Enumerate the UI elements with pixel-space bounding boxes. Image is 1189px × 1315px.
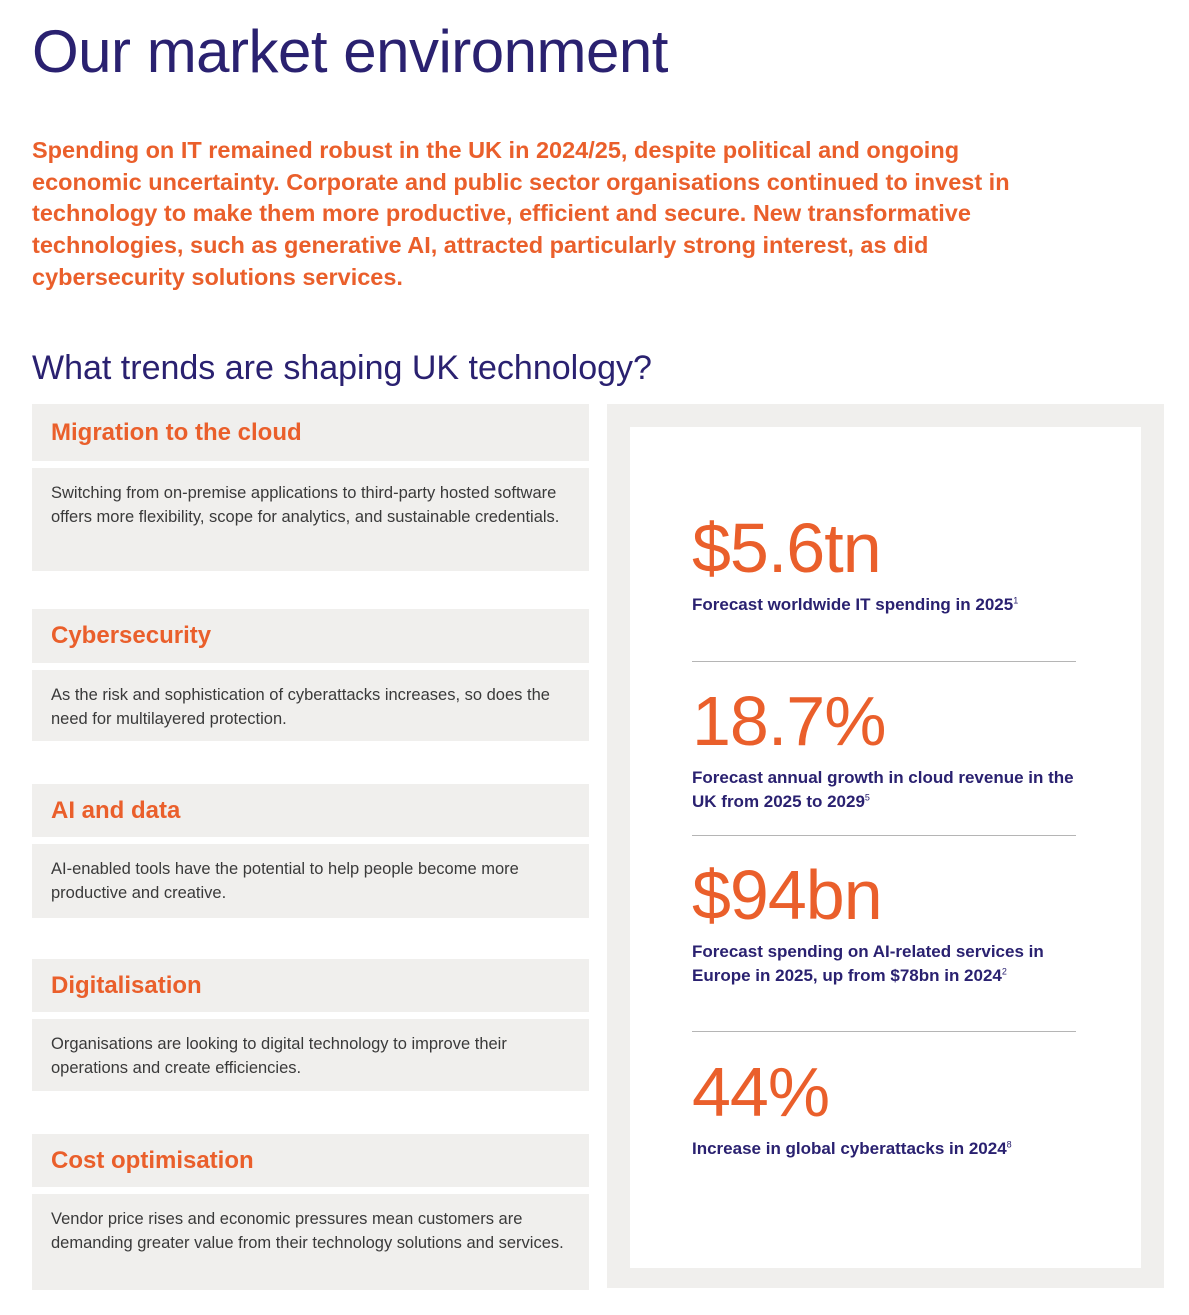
trend-card-ai-data xyxy=(32,784,589,918)
stat-value: 18.7% xyxy=(692,682,886,760)
trend-heading: AI and data xyxy=(32,784,589,837)
stat-divider xyxy=(692,661,1076,662)
stats-panel xyxy=(607,404,1164,1288)
stats-card xyxy=(630,427,1141,1268)
trend-card-cloud xyxy=(32,404,589,571)
trend-heading: Cybersecurity xyxy=(32,609,589,663)
trend-description: As the risk and sophistication of cyberattacks increases, so does the need for multilayered protection. xyxy=(32,670,589,741)
stat-cloud-growth xyxy=(692,682,1076,813)
page-title: Our market environment xyxy=(32,18,668,85)
trend-description: AI-enabled tools have the potential to help people become more productive and creative. xyxy=(32,844,589,918)
trend-description: Vendor price rises and economic pressures mean customers are demanding greater value from their technology solutions and services. xyxy=(32,1194,589,1290)
stat-value: $5.6tn xyxy=(692,509,881,587)
footnote-marker: 5 xyxy=(864,791,870,802)
footnote-marker: 1 xyxy=(1013,595,1019,606)
trend-card-digitalisation xyxy=(32,959,589,1091)
trend-heading: Cost optimisation xyxy=(32,1134,589,1187)
stat-value: 44% xyxy=(692,1053,830,1131)
trend-card-cybersecurity xyxy=(32,609,589,741)
trend-card-cost-optimisation xyxy=(32,1134,589,1290)
stat-divider xyxy=(692,835,1076,836)
stat-label: Forecast worldwide IT spending in 2025$^1$ xyxy=(692,595,1019,614)
stat-value: $94bn xyxy=(692,856,882,934)
stat-it-spending xyxy=(692,509,1076,617)
trend-heading: Migration to the cloud xyxy=(32,404,589,461)
trend-description: Switching from on-premise applications to third-party hosted software offers more flexibility, scope for analytics, and sustainable credentials. xyxy=(32,468,589,571)
section-subtitle: What trends are shaping UK technology? xyxy=(32,349,652,387)
intro-paragraph: Spending on IT remained robust in the UK in 2024/25, despite political and ongoing economic uncertainty. Corporate and public sector organisations continued to invest in technology to make them more productive, efficient and secure. New transformative technologies, such as generative AI, attracted particularly strong interest, as did cybersecurity solutions services. xyxy=(32,137,1010,290)
stat-label: Forecast annual growth in cloud revenue in the UK from 2025 to 2029$^5$ xyxy=(692,768,1074,811)
footnote-marker: 8 xyxy=(1006,1139,1012,1150)
stat-label: Forecast spending on AI-related services in Europe in 2025, up from $78bn in 2024$^2$ xyxy=(692,942,1044,985)
stat-cyberattacks xyxy=(692,1053,1076,1161)
trend-description: Organisations are looking to digital technology to improve their operations and create efficiencies. xyxy=(32,1019,589,1091)
stat-divider xyxy=(692,1031,1076,1032)
footnote-marker: 2 xyxy=(1001,965,1007,976)
trend-heading: Digitalisation xyxy=(32,959,589,1012)
stat-label: Increase in global cyberattacks in 2024$^8$ xyxy=(692,1139,1012,1158)
stat-ai-spending xyxy=(692,856,1076,987)
